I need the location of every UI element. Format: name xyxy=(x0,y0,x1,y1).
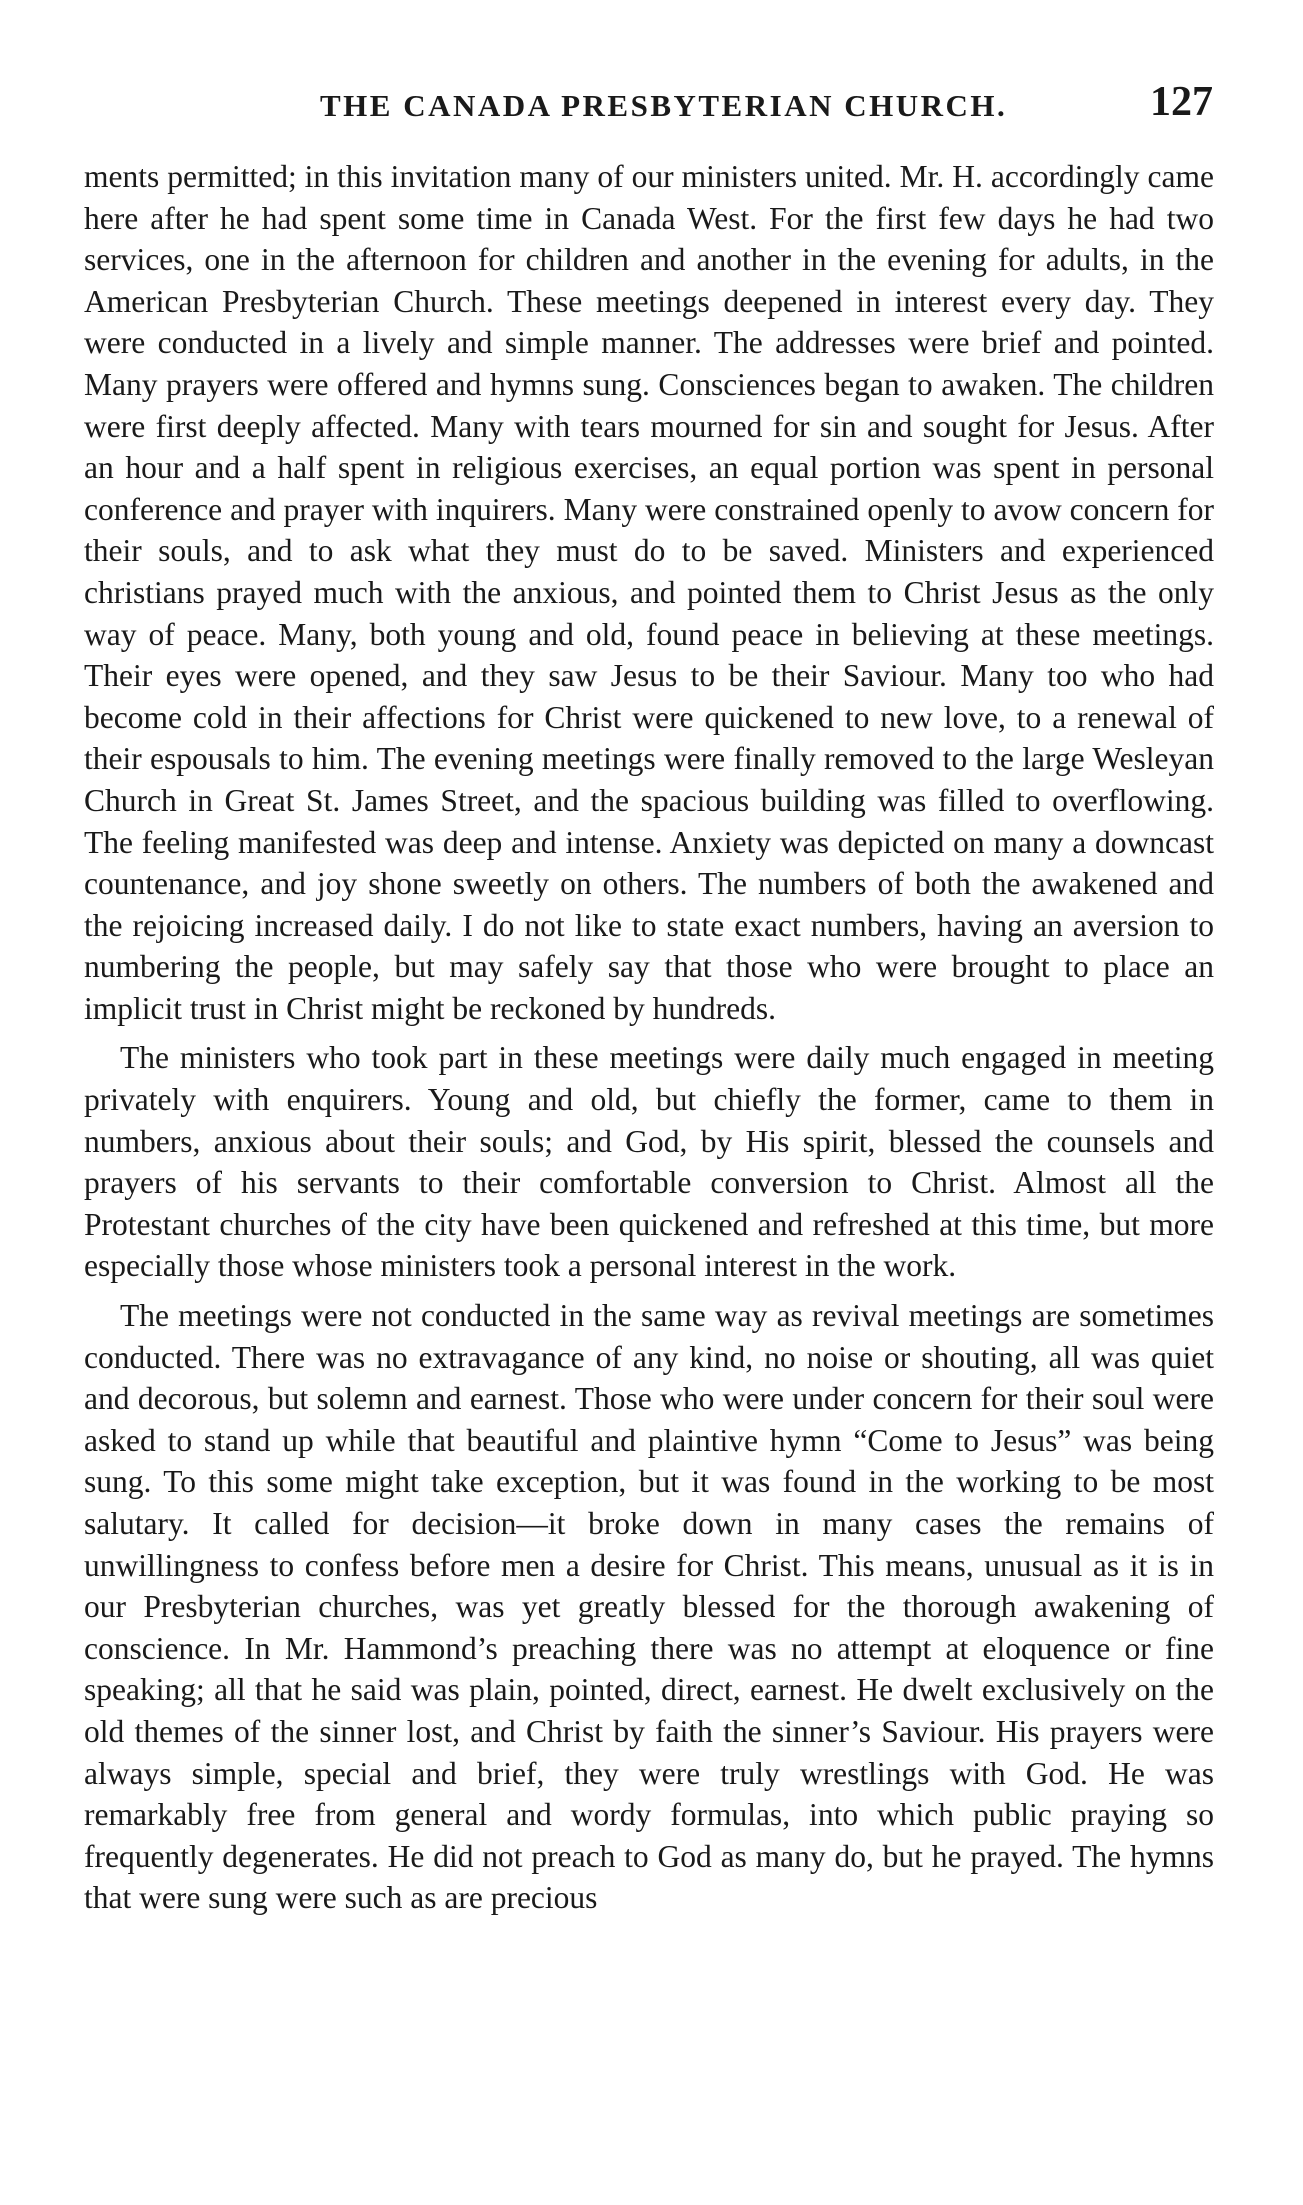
running-title: THE CANADA PRESBYTERIAN CHURCH. xyxy=(320,88,1008,123)
paragraph-ministers: The ministers who took part in these meetings were daily much engaged in meeting privately with enquirers. Young and old, but chiefly the former, came to them in numbers, anxious about their souls; and God, by His spirit, blessed the counsels and prayers of his servants to their comfortable conversion to Christ. Almost all the Protestant churches of the city have been quickened and refreshed at this time, but more especially those whose ministers took a personal interest in the work. xyxy=(84,1040,1214,1284)
page-number: 127 xyxy=(1150,79,1213,125)
body-text xyxy=(84,156,1214,1919)
paragraph-continued: ments permitted; in this invitation many of our ministers united. Mr. H. accordingly came here after he had spent some time in Canada West. For the first few days he had two services, one in the afternoon for children and another in the evening for adults, in the American Presbyterian Church. These meetings deepened in interest every day. They were conducted in a lively and simple manner. The addresses were brief and pointed. Many prayers were offered and hymns sung. Consciences began to awaken. The children were first deeply affected. Many with tears mourned for sin and sought for Jesus. After an hour and a half spent in religious exercises, an equal portion was spent in personal conference and prayer with inquirers. Many were constrained openly to avow concern for their souls, and to ask what they must do to be saved. Ministers and experienced christians prayed much with the anxious, and pointed them to Christ Jesus as the only way of peace. Many, both young and old, found peace in believing at these meetings. Their eyes were opened, and they saw Jesus to be their Saviour. Many too who had become cold in their affections for Christ were quickened to new love, to a renewal of their espousals to him. The evening meetings were finally removed to the large Wesleyan Church in Great St. James Street, and the spacious building was filled to overflowing. The feeling manifested was deep and intense. Anxiety was depicted on many a downcast countenance, and joy shone sweetly on others. The numbers of both the awakened and the rejoicing increased daily. I do not like to state exact numbers, having an aversion to numbering the people, but may safely say that those who were brought to place an implicit trust in Christ might be reckoned by hundreds. xyxy=(84,159,1214,1026)
paragraph-meetings: The meetings were not conducted in the same way as revival meetings are sometimes conducted. There was no extravagance of any kind, no noise or shouting, all was quiet and decorous, but solemn and earnest. Those who were under concern for their soul were asked to stand up while that beautiful and plaintive hymn “Come to Jesus” was being sung. To this some might take exception, but it was found in the working to be most salutary. It called for decision—it broke down in many cases the remains of unwillingness to confess before men a desire for Christ. This means, unusual as it is in our Presbyterian churches, was yet greatly blessed for the thorough awakening of conscience. In Mr. Hammond’s preaching there was no attempt at eloquence or fine speaking; all that he said was plain, pointed, direct, earnest. He dwelt exclusively on the old themes of the sinner lost, and Christ by faith the sinner’s Saviour. His prayers were always simple, special and brief, they were truly wrestlings with God. He was remarkably free from general and wordy formulas, into which public praying so frequently degenerates. He did not preach to God as many do, but he prayed. The hymns that were sung were such as are precious xyxy=(84,1298,1214,1916)
running-head xyxy=(160,78,1223,128)
